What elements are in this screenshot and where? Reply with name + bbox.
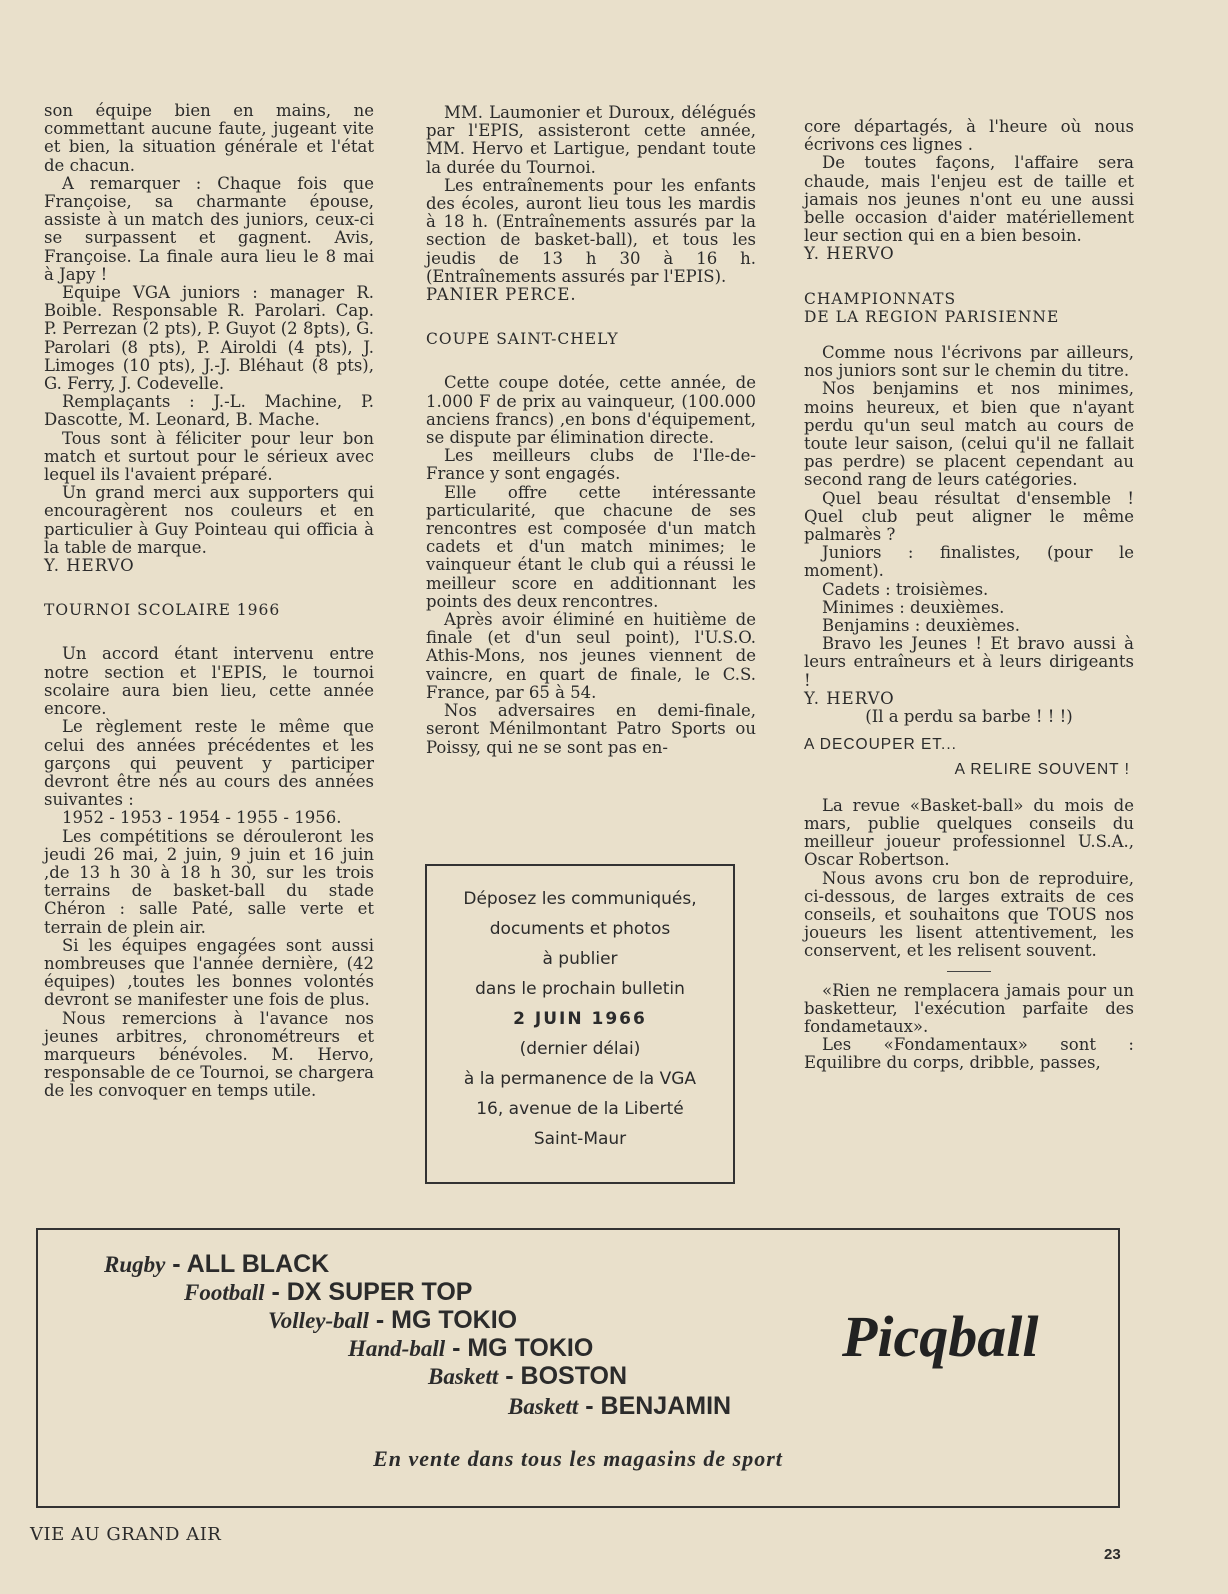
notice-line: Déposez les communiqués, xyxy=(463,889,697,909)
paragraph: Un grand merci aux supporters qui encouragèrent nos couleurs et en particulier à Guy Pointeau qui officia à la table de marque. xyxy=(44,483,374,557)
ad-separator: - xyxy=(172,1250,181,1278)
ad-tagline: En vente dans tous les magasins de sport xyxy=(373,1446,783,1471)
paragraph: Les meilleurs clubs de l'Ile-de-France y sont engagés. xyxy=(426,446,756,484)
result-line: Benjamins : deuxièmes. xyxy=(822,616,1020,636)
section-heading: COUPE SAINT-CHELY xyxy=(426,330,619,349)
paragraph: Les compétitions se dérouleront les jeudi 26 mai, 2 juin, 9 juin et 16 juin ,de 13 h 30 à 18 h 30, sur les trois terrains de basket-ball du stade Chéron : salle Paté, salle verte et terrain de plein air. xyxy=(44,826,374,937)
section-heading: DE LA REGION PARISIENNE xyxy=(804,307,1060,326)
paragraph: Cette coupe dotée, cette année, de 1.000 F de prix au vainqueur, (100.000 anciens francs) ,en bons d'équipement, se dispute par élimination directe. xyxy=(426,373,756,448)
notice-deadline: 2 JUIN 1966 xyxy=(513,1009,647,1029)
paragraph: Nous remercions à l'avance nos jeunes arbitres, chronométreurs et marqueurs bénévoles. M. Hervo, responsable de ce Tournoi, se chargera de les convoquer en temps utile. xyxy=(44,1008,374,1101)
paragraph: Après avoir éliminé en huitième de finale (et d'un seul point), l'U.S.O. Athis-Mons, nos jeunes viennent de vaincre, en quart de finale, le C.S. France, par 65 à 54. xyxy=(426,610,756,702)
advertisement xyxy=(36,1228,1120,1508)
ad-sport: Volley-ball xyxy=(268,1308,369,1333)
paragraph: core départagés, à l'heure où nous écrivons ces lignes . xyxy=(804,117,1134,155)
ad-model: MG TOKIO xyxy=(467,1334,594,1362)
notice-line: (dernier délai) xyxy=(519,1039,641,1059)
paragraph: 1952 - 1953 - 1954 - 1955 - 1956. xyxy=(62,808,342,828)
ad-separator: - xyxy=(452,1334,461,1362)
result-line: Juniors : finalistes, (pour le moment). xyxy=(804,543,1134,581)
paragraph: Si les équipes engagées sont aussi nombreuses que l'année dernière, (42 équipes) ,toutes les bonnes volontés devront se manifester une fois de plus. xyxy=(44,935,374,1010)
brand-logo-text: Picqball xyxy=(842,1304,1039,1369)
ad-row xyxy=(508,1392,731,1421)
ad-row xyxy=(184,1278,472,1307)
paragraph: Equipe VGA juniors : manager R. Boible. Responsable R. Parolari. Cap. P. Perrezan (2 pts), P. Guyot (2 8pts), G. Parolari (8 pts), P. Airoldi (4 pts), J. Limoges (10 pts), J.-J. Bléhaut (8 pts), G. Ferry, J. Codevelle. xyxy=(44,283,374,394)
brand-logo xyxy=(838,1300,1078,1385)
ad-sport: Baskett xyxy=(428,1364,499,1389)
paragraph: Nos benjamins et nos minimes, moins heureux, et bien que n'ayant perdu qu'un seul match au cours de toute leur saison, (celui qu'il ne fallait pas perdre) se placent cependant au second rang de leurs catégories. xyxy=(804,379,1134,490)
notice-line: 16, avenue de la Liberté xyxy=(476,1099,684,1119)
ad-separator: - xyxy=(585,1392,594,1420)
paragraph: Bravo les Jeunes ! Et bravo aussi à leurs entraîneurs et à leurs dirigeants ! xyxy=(804,634,1134,690)
ad-model: BENJAMIN xyxy=(600,1392,732,1420)
paragraph: Les «Fondamentaux» sont : Equilibre du corps, dribble, passes, xyxy=(804,1035,1134,1073)
ad-separator: - xyxy=(271,1278,280,1306)
paragraph: «Rien ne remplacera jamais pour un basketteur, l'exécution parfaite des fondametaux». xyxy=(804,980,1134,1036)
footer-title: VIE AU GRAND AIR xyxy=(30,1524,222,1545)
ad-model: ALL BLACK xyxy=(186,1250,330,1278)
section-heading: CHAMPIONNATS xyxy=(804,289,957,308)
paragraph: Comme nous l'écrivons par ailleurs, nos juniors sont sur le chemin du titre. xyxy=(804,343,1134,381)
notice-line: documents et photos xyxy=(489,919,671,939)
paragraph: La revue «Basket-ball» du mois de mars, publie quelques conseils du meilleur joueur professionnel U.S.A., Oscar Robertson. xyxy=(804,795,1134,870)
ad-model: MG TOKIO xyxy=(391,1306,518,1334)
column-2 xyxy=(426,104,756,757)
paragraph: Remplaçants : J.-L. Machine, P. Dascotte, M. Leonard, B. Mache. xyxy=(44,392,374,430)
ad-sport: Baskett xyxy=(508,1394,579,1419)
ad-sport: Football xyxy=(184,1280,265,1305)
ad-row xyxy=(428,1362,627,1391)
result-line: Cadets : troisièmes. xyxy=(822,579,989,599)
notice-line: à publier xyxy=(542,949,618,969)
paragraph: MM. Laumonier et Duroux, délégués par l'EPIS, assisteront cette année, MM. Hervo et Lartigue, pendant toute la durée du Tournoi. xyxy=(426,103,756,177)
ad-row xyxy=(104,1250,329,1279)
ad-model: BOSTON xyxy=(520,1362,628,1390)
section-heading: A DECOUPER ET... xyxy=(804,736,957,754)
ad-model: DX SUPER TOP xyxy=(286,1278,473,1306)
ad-row xyxy=(348,1334,593,1363)
notice-box xyxy=(425,864,735,1184)
notice-line: dans le prochain bulletin xyxy=(475,979,685,999)
ad-sport: Rugby xyxy=(104,1252,166,1277)
paragraph: Nos adversaires en demi-finale, seront Ménilmontant Patro Sports ou Poissy, qui ne se sont pas en- xyxy=(426,701,756,757)
ad-separator: - xyxy=(375,1306,385,1334)
paragraph: Un accord étant intervenu entre notre section et l'EPIS, le tournoi scolaire aura bien lieu, cette année encore. xyxy=(44,644,374,719)
signature: PANIER PERCE. xyxy=(426,285,577,305)
brand-logo-icon xyxy=(838,1300,1078,1380)
paragraph: Quel beau résultat d'ensemble ! Quel club peut aligner le même palmarès ? xyxy=(804,488,1134,545)
paragraph: son équipe bien en mains, ne commettant aucune faute, jugeant vite et bien, la situation générale et l'état de chacun. xyxy=(44,101,374,175)
notice-line: à la permanence de la VGA xyxy=(463,1069,697,1089)
signature-note: (Il a perdu sa barbe ! ! !) xyxy=(865,707,1073,727)
column-1 xyxy=(44,102,374,1101)
notice-line: Saint-Maur xyxy=(533,1129,627,1149)
signature: Y. HERVO xyxy=(44,556,135,576)
paragraph: Le règlement reste le même que celui des années précédentes et les garçons qui peuvent y participer devront être nés au cours des années suivantes : xyxy=(44,717,374,810)
paragraph: Les entraînements pour les enfants des écoles, auront lieu tous les mardis à 18 h. (Entraînements assurés par la section de basket-ball), et tous les jeudis de 13 h 30 à 16 h. (Entraînements assurés par l'EPIS). xyxy=(426,175,756,286)
paragraph: A remarquer : Chaque fois que Françoise, sa charmante épouse, assiste à un match des juniors, ceux-ci se surpassent et gagnent. Avis, Françoise. La finale aura lieu le 8 mai à Japy ! xyxy=(44,173,374,284)
paragraph: Nous avons cru bon de reproduire, ci-dessous, de larges extraits de ces conseils, et souhaitons que TOUS nos joueurs les lisent attentivement, les conservent, et les relisent souvent. xyxy=(804,868,1134,961)
paragraph: Elle offre cette intéressante particularité, que chacune de ses rencontres est composée d'un match cadets et d'un match minimes; le vainqueur étant le club qui a réussi le meilleur score en additionnant les points des deux rencontres. xyxy=(426,482,756,611)
page-number: 23 xyxy=(1104,1546,1121,1563)
ad-sport: Hand-ball xyxy=(348,1336,446,1361)
result-line: Minimes : deuxièmes. xyxy=(822,597,1005,617)
paragraph: Tous sont à féliciter pour leur bon match et surtout pour le sérieux avec lequel ils l'avaient préparé. xyxy=(44,428,374,485)
paragraph: De toutes façons, l'affaire sera chaude, mais l'enjeu est de taille et jamais nos jeunes n'ont eu une aussi belle occasion d'aider matériellement leur section qui en a bien besoin. xyxy=(804,153,1134,246)
signature: Y. HERVO xyxy=(804,688,895,708)
ad-row xyxy=(268,1306,517,1335)
section-heading: A RELIRE SOUVENT ! xyxy=(954,760,1130,778)
signature: Y. HERVO xyxy=(804,244,895,264)
section-heading: TOURNOI SCOLAIRE 1966 xyxy=(44,601,281,620)
column-3 xyxy=(804,118,1134,1073)
ad-separator: - xyxy=(505,1362,514,1390)
divider xyxy=(947,971,991,972)
